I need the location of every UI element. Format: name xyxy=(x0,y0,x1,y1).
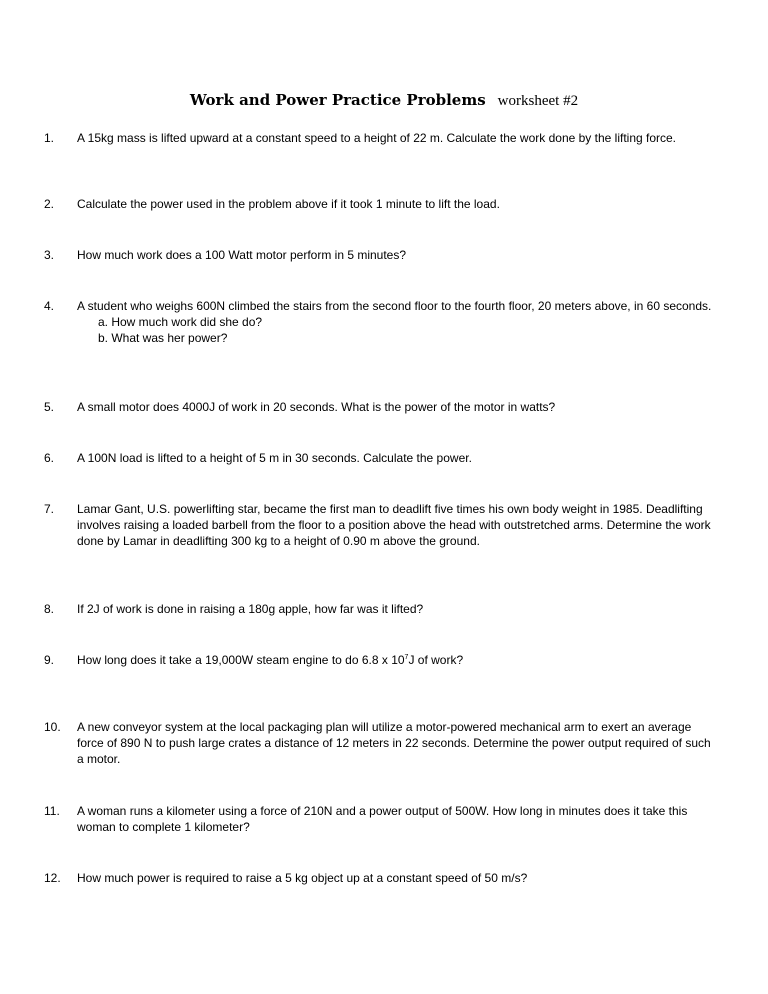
question-text-before: How long does it take a 19,000W steam engine to do 6.8 x 10 xyxy=(77,653,405,667)
exponent: 7 xyxy=(404,654,409,661)
page-title: Work and Power Practice Problems xyxy=(189,91,486,109)
question-3 xyxy=(44,247,717,263)
question-text xyxy=(77,652,717,668)
question-8 xyxy=(44,601,717,617)
question-subpart-b: b. What was her power? xyxy=(98,331,228,345)
worksheet-title xyxy=(0,91,768,110)
question-text: A 15kg mass is lifted upward at a constant speed to a height of 22 m. Calculate the work done by the lifting force. xyxy=(77,131,677,145)
question-4 xyxy=(44,298,717,346)
question-number: 1. xyxy=(44,131,55,145)
question-text: Lamar Gant, U.S. powerlifting star, became the first man to deadlift five times his own body weight in 1985. Deadlifting involves raising a loaded barbell from the floor to a position above the head with outstretched arms. Determine the work done by Lamar in deadlifting 300 kg to a height of 0.90 m above the ground. xyxy=(77,502,711,548)
question-text: A student who weighs 600N climbed the stairs from the second floor to the fourth floor, 20 meters above, in 60 seconds. xyxy=(77,299,712,313)
question-number: 8. xyxy=(44,602,55,616)
question-number: 9. xyxy=(44,653,55,667)
question-text: If 2J of work is done in raising a 180g apple, how far was it lifted? xyxy=(77,602,424,616)
question-9 xyxy=(44,652,717,668)
question-text-after: J of work? xyxy=(408,653,464,667)
question-number: 11. xyxy=(44,804,60,818)
question-number: 4. xyxy=(44,299,55,313)
question-11 xyxy=(44,803,717,835)
question-text: How much power is required to raise a 5 kg object up at a constant speed of 50 m/s? xyxy=(77,871,528,885)
question-5 xyxy=(44,399,717,415)
question-10 xyxy=(44,719,717,767)
question-1 xyxy=(44,130,717,146)
question-2 xyxy=(44,196,717,212)
question-number: 3. xyxy=(44,248,55,262)
question-text: A woman runs a kilometer using a force of 210N and a power output of 500W. How long in minutes does it take this woman to complete 1 kilometer? xyxy=(77,804,688,834)
question-number: 5. xyxy=(44,400,55,414)
question-text: A new conveyor system at the local packaging plan will utilize a motor-powered mechanical arm to exert an average force of 890 N to push large crates a distance of 12 meters in 22 seconds. Determine the power output required of such a motor. xyxy=(77,720,711,766)
question-number: 12. xyxy=(44,871,61,885)
question-text: Calculate the power used in the problem above if it took 1 minute to lift the load. xyxy=(77,197,500,211)
question-number: 2. xyxy=(44,197,55,211)
question-subpart-a: a. How much work did she do? xyxy=(98,315,263,329)
question-number: 7. xyxy=(44,502,55,516)
question-12 xyxy=(44,870,717,886)
question-number: 10. xyxy=(44,720,61,734)
page-subtitle: worksheet #2 xyxy=(497,93,579,109)
question-7 xyxy=(44,501,717,549)
question-text: A 100N load is lifted to a height of 5 m in 30 seconds. Calculate the power. xyxy=(77,451,472,465)
question-number: 6. xyxy=(44,451,55,465)
question-6 xyxy=(44,450,717,466)
question-text: How much work does a 100 Watt motor perform in 5 minutes? xyxy=(77,248,407,262)
question-text: A small motor does 4000J of work in 20 seconds. What is the power of the motor in watts? xyxy=(77,400,556,414)
